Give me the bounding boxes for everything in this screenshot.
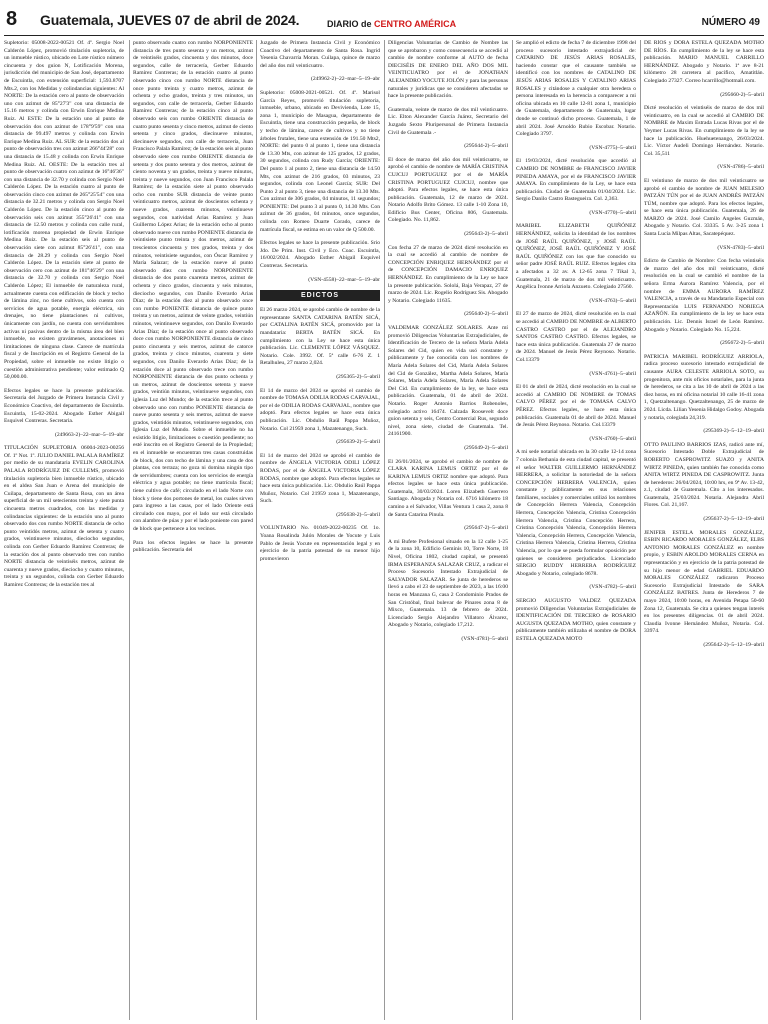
notice-reference: (VSN-4782)–5–abril	[589, 584, 636, 591]
notice-reference: (295644-2)–5–abril	[464, 143, 508, 150]
notice-reference: (295638-2)–5–abril	[336, 511, 380, 518]
notice-paragraph: Diligencias Voluntarias de Cambio de Nombre las que se aprobaron y como consecuencia se accedió al cambio de nombre conforme al AUTO de fecha DIECISÉIS DE ENERO DEL AÑO DOS MIL VEINTICUATRO por el de JONATHAN ALEJANDRO YOCUTE JOLÓN y para las personas naturales y jurídicas que se consideren afectadas se hace la presente publicación.	[388, 40, 508, 100]
notice-paragraph: Supletorio: 05008-2021-00521. Of. 4º. Marisol García Reyes, promovió titulación supletoria, inmueble, urbano, ubicado en Devivienda, Lote 15, zona 1, municipio de Masagua, departamento de Escuintla, tiene una construcción pequeña, de block y techo de lámina, carece de cultivos y no tiene árboles frutales, tiene una extensión de 191.50 Mts2, NORTE: del punto 0 al punto 1, tiene una distancia de 13.30 Mts, con azimut de 125 grados, 12 grados, 30 segundos, colinda con Rudy García; ORIENTE: Del punto 1 al punto 2, tiene una distancia de 14.50 Mts, con azimut de 216 grados, 03 minutos, 23 segundos, colinda con Leonel García; SUR: Del Punto 2 al punto 3, tiene una distancia de 13.30 Mts. Con azimut de 306 grados, 04 minutos, 11 segundos; PONIENTE: Del punto 3 al punto 0, 14.30 Mts. Con azimut de 36 grados, 04 minutos, once segundos, colinda con Romeo Duarte Corado, carece de matrícula fiscal, se estima en un valor de Q 500.00.	[260, 89, 380, 233]
notice-paragraph: Efectos legales se hace la presente publicación. Srio Jdo. De Prim. Inst. Civil y Eco. Coac. Escuintla, 16/002/2024. Abogado Esther Abigail Esquivel Contreras. Secretaria.	[260, 240, 380, 270]
notice-reference: (VSN-4770)–5–abril	[589, 209, 636, 216]
page-number: 8	[6, 8, 18, 30]
notice-paragraph: A mi Bufete Profesional situado en la 12 calle 1-25 de la zona 10, Edificio Geminis 10, Torre Norte, 18 Nivel, Oficina 1802, ciudad capital, se presentó IRMA ESPERANZA SALAZAR CRUZ, a radicar el Proceso Sucesorio Intestado Extrajudicial de SALVADOR SALAZAR. Se junta de herederos se llevó a cabo el 23 de septiembre de 2023, a las 16:00 horas en Manzana G, casa 2 Condominio Prados de San Cristóbal, final bulevar de Pinares zona 8 de Mixco, Guatemala. 13 de febrero de 2024. Licenciado Sergio Alejandro Villatoro Álvarez, Abogado y Notario, colegiado 17,212.	[388, 538, 508, 629]
notice-paragraph: JENIFER ESTELA MORALES GONZÁLEZ, ESBIN RICARDO MORALES GONZÁLEZ, ELBS ANTONIO MORALES GONZÁLEZ en nombre propio, y ESBIN AROLDO MORALES CERNA en representación y en ejercicio de la patria potestad de su hijo menor de edad GABRIEL EDUARDO MORALES GONZÁLEZ radicaron Proceso Sucesorio Extrajudicial Intestado de SARA GONZÁLEZ BATRES. Junta de Herederos 7 de mayo 2024, 10:00 horas, en Avenida Petapa 50-60 Zona 12, Guatemala. Se cita a quienes tengan interés en los presentes diligencias. 01 de abril 2024. Claudia Ivonne Hernández Muñoz, Notaria. Col. 33974.	[644, 529, 764, 635]
notice-reference: (VSN-4786)–5–abril	[717, 164, 764, 171]
notice-reference: (VSN-4781)–5–abril	[461, 635, 508, 642]
notice-reference: (249962-2)–22–mar–5–19–abr	[311, 76, 380, 83]
notice-reference: (295647-2)–5–abril	[464, 525, 508, 532]
notice-reference: (VSN-4558)–22–mar–5–19–abr	[308, 276, 380, 283]
notice-paragraph: El 19/03/2024, dicté resolución que accedió al CAMBIO DE NOMBRE de FRANCISCO JAVIER PINEDA AMAYA, por el de FRANCISCO JAVIER AMAYA. En cumplimiento de la Ley, se hace esta publicación. Ciudad de Guatemala 01/04/2024. Lic. Sergio Danilo Castro Bastegueira. Col. 2,363.	[516, 158, 636, 203]
notice-paragraph: El 26 marzo 2024, se aprobó cambio de nombre de la representante SANTA CATARINA BATÉN SICÁ, por CATALINA BATÉN SICÁ, promovido por la mandataria: BERTA BATÉN SICÁ. En cumplimiento con la Ley se hace esta única publicación. Lic. CLEMENTE LÓPEZ VÁSQUEZ. Notario. Cole. 3992. Of. 5ª calle 6-76 Z. 1 Retalhuleu, 27 marzo 2,024.	[260, 307, 380, 367]
notice-paragraph: Dicté resolución el veintiséis de marzo de dos mil veinticuatro, en la cual se accedió al CAMBIO DE NOMBRE de Maxim Estrada Lucas Rivas por el de Yeymer Lucas Rivas. En cumplimiento de la ley se hace la publicación. Huehuetenango, 26/03/2024. Lic. Víctor Audeli Domingo Hernández. Notario. Col. 35,511	[644, 105, 764, 157]
notice-paragraph: PATRICIA MARIBEL RODRÍGUEZ ARRIOLA, radica proceso sucesorio intestado extrajudicial de causante AURA CELESTE ARRIOLA SOTO, su progenitora, ante mis oficios notariales, para la junta de herederos, se cita a las 10 de abril de 2024 a las diez horas, en mi oficina notarial 10 calle 16-41 zona 1, Quetzaltenango. Quetzaltenango, 25 de marzo de 2024. Licda. Lilian Yesenia Hidalgo Godoy. Abogada y notaria, colegiada 24,319.	[644, 353, 764, 421]
column-divider	[129, 40, 130, 1020]
notice-paragraph: A mi sede notarial ubicada en la 30 calle 12-14 zona 7 colonia Bethania de esta ciudad capital, se presentó el señor WALTER GUILLERMO HERNÁNDEZ HERRERA, a solicitar la notoriedad de la señora CONCEPCIÓN HERRERA VALENCIA, quien constante y públicamente en sus relaciones familiares, sociales y comerciales utilizó los nombres de Concepción Herrera Valencia, Concepción Herrera, Concepción Valencia, Cristina Concepción Herrera Valencia, Cristina Concepción Herrera, Cristina Concepción Valencia, Concepción Herrera Valencia, Concepción Herrera, Concepción Valencia, Cristina Herrera Valencia, Cristina Herrera, Cristina Valencia, por lo que se pueda formular oposición por quienes se consideren perjudicados. Licenciado SERGIO RUDDY HERRERA RODRÍGUEZ Abogado y Notario, colegiado 8678.	[516, 449, 636, 577]
notice-paragraph: Efectos legales se hace la presente publicación. Secretaria del Juzgado de Primera Instancia Civil y Económico Coactivo, del departamento de Escuintla. Escuintla, 15-02-2024. Abogado Esther Abigail Esquivel Contreras. Secretaria.	[4, 387, 124, 425]
notice-paragraph: MARIBEL ELIZABETH QUIÑÓNEZ HERNÁNDEZ, solicita la identidad de los nombres de JOSÉ RAÚL QUIÑÓNEZ, y JOSÉ RAÚL QUIÑÓNEZ, JOSÉ RAÚL QUIÑÓNEZ Y JOSÉ RAÚL QUIÑÓNEZ con los que fue conocido su señor padre JOSÉ RAÚL RUIZ. Efectos legales cita a afectados a 32 av. A 12-65 zona 7 Tikal 3, Guatemala, 21 de marzo de dos mil veinticuatro. Angélica Ivonne Arriola Anzueto. Colegiado 27560.	[516, 223, 636, 291]
notice-paragraph: SERGIO AUGUSTO VALDEZ QUEZADA promovió Diligencias Voluntarias Extrajudiciales de IDENTIFICACIÓN DE TERCERO de ROSARIO AUGUSTA QUEZADA MOTHO, quien constante y públicamente también utilizaba el nombre de DORA ESTELA QUEZADA MOTO	[516, 598, 636, 642]
notice-reference: (VSN-4760)–5–abril	[589, 435, 636, 442]
column-divider	[512, 40, 513, 1020]
notice-reference: (295643-2)–5–abril	[464, 231, 508, 238]
notice-paragraph: VOLUNTARIO No. 01049-2022-00235 Of. 1o. Yoana Rosalinda Julón Morales de Yocute y Luis Pablo de Jesús Yocute en representación legal y en ejercicio de la patria potestad de su menor hijo promovieron	[260, 525, 380, 562]
notice-paragraph: Se amplió el edicto de fecha 7 de diciembre 1998 del proceso sucesorio intestado extrajudicial de: CATARINO DE JESÚS ARIAS ROSALES, haciendo constar que el causante también se identificó con los nombres de CATALINO DE JESÚS ARIAS ROSALES Y CATALINO ARIAS ROSALES y citándose a cualquier otra heredera o persona interesada en la herencia a comparecer a mi oficina ubicada en 10 calle 12-81 zona 1, municipio de Guatemala, departamento de Guatemala, lugar donde se continuó dicho proceso. Guatemala, 1 de abril 2024. José Arnoldo Rubio Escobar. Notario. Colegiado 3797.	[516, 40, 636, 138]
issue-number: NÚMERO 49	[701, 17, 760, 28]
notice-paragraph: El 26/01/2024, se aprobó el cambio de nombre de CLARA KARINA LEMUS ORTIZ por el de KARINA LEMUS ORTIZ nombre que adoptó. Para efectos legales se hace esta única publicación. Guatemala, 30/03/2024. Loren Elizabeth Guerrero Santiago. Abogada y Notaria col. 6716 kilómetro 18 camino a el Salvador, Villas Ventura 1 casa 2, zona 8 de Santa Catarina Pinula.	[388, 458, 508, 518]
notice-reference: (295649-2)–5–abril	[464, 444, 508, 451]
masthead-prefix: DIARIO de	[327, 19, 375, 29]
column-3	[260, 40, 380, 1020]
column-6	[644, 40, 764, 1020]
notice-reference: (VSN-4783)–5–abril	[717, 244, 764, 251]
notice-paragraph: Juzgado de Primera Instancia Civil y Económico Coactivo del departamento de Santa Rosa. Ingrid Yesenia Chavarría Moran. Cuilapa, quince de marzo del año dos mil veinticuatro.	[260, 40, 380, 69]
notice-reference: (295640-2)–5–abril	[464, 311, 508, 318]
notice-reference: (VSN-4763)–5–abril	[589, 297, 636, 304]
columns-area	[4, 40, 764, 1020]
notice-paragraph: VALDEMAR GONZÁLEZ SOLARES. Ante mí promovió Diligencias Voluntarias Extrajudiciales, de Identificación de Tercero de la señora María Adela Solares del Cid, quien en vida usó constante y públicamente y fue conocida con los nombres de María Adela Solares del Cid, María Adela Solares del Cid de González, Martha Adela Solares, María Solares, María Adela Solares, María Adela Solares Del Cid. En cumplimiento de la ley, se hace esta publicación. Guatemala, 01 de abril de 2024. Notario. Roger Antonio Barrios Robenoles, colegiado activo 16474. Calzada Roosevelt doce guion setenta y seis, Centro Comercial Rus, segundo nivel, zona siete, ciudad de Guatemala. Tel. 24161900.	[388, 325, 508, 438]
notice-paragraph: El 14 de marzo del 2024 se aprobó el cambio de nombre de ÁNGELA VICTORIA ODILI LÓPEZ RODAS, por el de ÁNGELA VICTORIA LÓPEZ RODAS, nombre que adoptó. Para efectos legales se hace esta única publicación. Lic. Obdulio Raúl Pappa Muñoz, Notario. Col 21959 zona 1, Mazatenango, Such.	[260, 452, 380, 505]
notice-paragraph: El 01 de abril de 2024, dicté resolución en la cual se accedió al CAMBIO DE NOMBRE de TOMAS CALVO PÉREZ por el de TOMASA CALVO PÉREZ. Efectos legales, se hace esta única publicación. Guatemala 01 de abril de 2024. Manuel de Jesús Pérez Reynoso. Notario. Col.13379	[516, 384, 636, 429]
column-divider	[640, 40, 641, 1020]
header-date: Guatemala, JUEVES 07 de abril de 2024.	[40, 12, 300, 28]
notice-reference: (295660-2)–5–abril	[720, 91, 764, 98]
header-rule	[4, 35, 764, 36]
notice-reference: (295642-2)–5–12–19–abril	[703, 641, 764, 648]
notice-reference: (VSN-4761)–5–abril	[589, 370, 636, 377]
column-divider	[256, 40, 257, 1020]
notice-paragraph: El 27 de marzo de 2024, dicté resolución en la cual se accedió al CAMBIO DE NOMBRE de ALBERTO CASTRO CASTRO por el de ALEJANDRO SANTOS CASTRO CASTRO. Efectos legales, se hace esta única publicación. Guatemala 27 de marzo de 2024. Manuel de Jesús Pérez Reynoso. Notario. Col.13379	[516, 311, 636, 363]
notice-reference: (VSN-4775)–5–abril	[589, 144, 636, 151]
notice-paragraph: Guatemala, veinte de marzo de dos mil veinticuatro. Lic. Elton Alexander García Juárez, Secretario del Juzgado Sexto Pluripersonal de Primera Instancia Civil de Guatemala .-	[388, 106, 508, 136]
notice-reference: (249663-2)–22–mar–5–19–abr	[55, 431, 124, 438]
notice-paragraph: DE RÍOS y DORA ESTELA QUEZADA MOTHO DE RÍOS. En cumplimiento de la ley se hace esta publicación. MARIO MANUEL CARRILLO HERNÁNDEZ. Abogado y Notario. 1ª ave 8-21 kilómetro 28 carretera al pacífico, Amatitlán. Colegiado 27327. Correo hcarrillo@hotmail.com.	[644, 40, 764, 84]
column-2	[133, 40, 253, 1020]
notice-paragraph: Con fecha 27 de marzo de 2024 dicté resolución en la cual se accedió al cambio de nombre de CONCEPCIÓN ENRIQUEZ HERNÁNDEZ por el de CONCEPCIÓN DAMACIO ENRIQUEZ HERNÁNDEZ. En cumplimiento de la Ley se hace la presente publicación. Sololá, Baja Verapaz, 27 de marzo de 2024. Lic. Rogelio Rodríguez Sis. Abogado y Notario. Colegiado 11635.	[388, 244, 508, 304]
notice-reference: (295365-2)–5–abril	[336, 373, 380, 380]
notice-reference: (295637-2)–5–12–19–abril	[703, 516, 764, 523]
notice-reference: (295672-2)–5–abril	[720, 340, 764, 347]
notice-reference: (295369-2)–5–12–19–abril	[703, 428, 764, 435]
notice-paragraph: Para los efectos legales se hace la presente publicación. Secretaria del	[133, 539, 253, 554]
section-label-edictos: EDICTOS	[260, 290, 380, 301]
masthead	[327, 19, 456, 29]
notice-paragraph: El 14 de marzo del 2024 se aprobó el cambio de nombre de TOMASA ODILIA RODAS CARVAJAL, por el de ODILIA RODAS CARVAJAL, nombre que adoptó. Para efectos legales se hace esta única publicación. Lic. Obdulio Raúl Pappa Muñoz, Notario. Col 21959 zona 1, Mazatenango, Such.	[260, 387, 380, 432]
notice-paragraph: Supletorio: 05008-2022-00521 Of. 4º. Sergio Noel Calderón López, promovió titulación supletoria, de un inmueble rústico, ubicado en Lote rústico número cincuenta y dos guion N, Lotificación Morena, jurisdicción del municipio de San José, departamento de Escuintla, con extensión superficial: 1,593.8707 Mts.2, con los Medidas y colindancias siguientes: Al NORTE: De la estación cero al punto de observación uno con azimut de 85°27'3" con una distancia de 15.16 metros y colinda con Erwin Enrique Medina Ruiz. Al ESTE: De la estación uno al punto de observación dos con azimut de 178°9'59" con una distancia de 99.497 metros y colinda con Erwin Enrique Medina Ruiz. AL SUR: de la estación dos al punto de observación tres con azimut 266°44'28" con una distancia de 15.48 y colinda con Erwin Enrique Medina Ruiz. AL OESTE: De la estación tres al punto de observación cuatro con azimut de 16°46'36" con una distancia de 32.70 y colinda con Sergio Noel Calderón López. De la estación cuatro al punto de observación cinco con azimut de 265°25'54" con una distancia de 32.21 metros y colinda con Sergio Noel Calderón López. De la estación cinco al punto de observación seis con azimut 355°26'41" con una distancia de 12.50 metros y colinda con calle rural, lotificación morena propiedad de Erwin Enrique Medina Ruiz. De la estación seis al punto de observación siete con azimut 85°26'41", con una distancia de 28.29 y colinda con Sergio Noel Calderón López. De la estación siete al punto de observación cero con azimut de 181°46'29" con una distancia de 32.70 y colinda con Sergio Noel Calderón López; El inmueble de naturaleza rural, actualmente cuenta con edificación de block y techo de lámina zinc, no tiene cultivos, solo cuenta con servicios de agua potable, energía eléctrica, sin drenajes, no tiene plantaciones ni cultivos, únicamente con jardín, no cuenta con servidumbres activas ni pasivas dentro de la misma área del bien inmueble, no existen gravámenes, anotaciones ni limitaciones de ninguna clase. Carece de matrícula fiscal y de Inscripción en el Registro General de la Propiedad, sobre el inmueble no existe litigio o cuestión administrativa pendiente; valor estimado Q 50,000.00.	[4, 40, 124, 381]
notice-paragraph: OTTO PAULINO BARRIOS IZAS, radicó ante mí, Sucesorio Intestado Doble Extrajudicial de ROBERTO CASPROWITZ SUAZO y ANITA WIRTZ PINEDA, quien también fue conocida como ANITA WIRTZ PINEDA DE CASPROWITZ. Junta de herederos: 26/04/2024, 10:00 hrs, en 9ª Av. 13-42, z.1, ciudad de Guatemala. Cito a los interesados. Guatemala, 25/03/2024. Notaria. Alejandra Abril Flores. Col. 21,167.	[644, 441, 764, 509]
notice-paragraph: Edicto de Cambio de Nombre: Con fecha veintiséis de marzo del año dos mil veinticuatro, dicté resolución en la cual se cambió el nombre de la señora Erma Aurora Ramírez Valencia, por el nombre de EMMA AURORA RAMÍREZ VALENCIA, a través de su Mandatario Especial con Representación LUIS FERNANDO NORIEGA AZAÑÓN. En cumplimiento de la ley se hace esta publicación. Lic. Dennis Israel de León Ramírez. Abogado y Notario. Colegiado No. 15,224.	[644, 258, 764, 333]
masthead-colored: CENTRO AMÉRICA	[374, 19, 457, 29]
notice-reference: (295639-2)–5–abril	[336, 439, 380, 446]
notice-paragraph: El doce de marzo del año dos mil veinticuatro, se aprobó el cambio de nombre de MARÍA CRISTINA CUJCUJ PORTUGUEZ por el de MARÍA CRISTINA PORTUGUEZ CUJCUJ, nombre que adoptó. Para efectos legales, se hace esta única publicación. Guatemala, 12 de marzo de 2024. Notario Adolfo Brito Gómez. 13 calle 1-10 Zona 10, Edificio Bus Center, Oficina 806, Guatemala. Colegiado. No. 11,862.	[388, 156, 508, 224]
column-divider	[384, 40, 385, 1020]
column-1	[4, 40, 124, 1020]
column-5	[516, 40, 636, 1020]
notice-paragraph: punto observado cuatro con rumbo NORPONIENTE distancia de tres punto sesenta y un metros, azimut de veintiséis grados, cincuenta y dos minutos, doce segundos, calle de terracería, Gerber Eduardo Ramírez Contreras; de la estación cuatro al punto observado cinco con rumbo NORTE distancia de once punto treinta y cuatro metros, azimut de ochenta y ocho grados, treinta y tres minutos, un segundos, con calle de terracería, Gerber Eduardo Ramírez Contreras; de la estación cinco al punto observado seis con rumbo ORIENTE distancia de cuatro punto sesenta y cinco metros, azimut de ciento setenta y cinco grados, diecinueve minutos, diecinueve segundos, con calle de terracería, Juan Francisco Palala Ramírez; de la estación seis al punto observado siete con rumbo ORIENTE distancia de setenta y dos punto setenta y dos metros, azimut de ciento noventa y un grados, treinta y nueve minutos, treinta y nueve segundos, con Juan Francisco Palala Ramírez; de la estación siete al punto observado ocho con rumbo SUR distancia de veinte punto veinticuatro metros, azimut de doscientos ochenta y nueve grados, cuarenta minutos, veintinueve segundos, con natividad Arias Ramírez y Juan Guillermo López Arias; de la estación ocho al punto observado nueve con rumbo PONIENTE distancia de veintisiete punto treinta y dos metros, azimut de trescientos cincuenta y tres grados, treinta y dos minutos, veintisiete segundos, con Óscar Ramírez y María Salazar; de la estación nueve al punto observado diez con rumbo NORPONIENTE distancia de dos punto cuarenta metros, azimut de ochenta y cinco grados, cincuenta y seis minutos, dieciocho segundos, con Danilo Everardo Arias Díaz; de la estación diez al punto observado once con rumbo PONIENTE distancia de quince punto treinta y un metros, azimut de veinte grados, veintiún minutos, veintinueve segundos, con Danilo Everardo Arias Díaz; de la estación once al punto observado doce con rumbo NORPONIENTE distancia de cinco punto cincuenta y seis metros, azimut de catorce grados, treinta y cinco minutos, cuarenta y siete segundos, con Danilo Everardo Arias Díaz; de la estación doce al punto observado trece con rumbo NORPONIENTE distancia de dos punto ochenta y un metros, azimut de doscientos setenta y nueve grados, veintiún minutos, veintinueve segundos, con iglesia Luz del Mundo; de la estación trece al punto observado uno con rumbo PONIENTE distancia de nueve punto sesenta y seis metros, azimut de nueve grados, veintidós minutos, veintinueve segundos, con Iglesia Luz del Mundo. Sobre el inmueble no ha existido litigio, limitaciones o cuestión pendiente; no esté inscrito en el Registro General de la Propiedad; en el inmueble se encuentran tres casas construidas de block, dos con techo de lámina y una casa de dos plantas, con terraza; no goza ni domina ningún tipo de servidumbres; cuenta con los servicios de energía eléctrica y agua potable; no tiene matrícula fiscal; tiene cultivo de café; circulado en el lado Norte con block y tiene dos portones de metal, los cuales sirven para ingreso a las casas, por el lado Oriente está circulado con mayo, por el lado sur está circulado con alambre de púas y por el lado poniente con pared de block que pertenece a los vecinos.	[133, 40, 253, 532]
notice-paragraph: El veintiuno de marzo de dos mil veinticuatro se aprobó el cambio de nombre de JUAN MELESIO PATZÁN TÚN por el de JUAN ANDRÉS PATZÁN TÚM, nombre que adoptó. Para los efectos legales, se hace esta única publicación. Guatemala, 26 de MARZO de 2024. José Camilo Angeles Guzmán, Abogado y Notario. Col. 33335. 5 Av. 3-25 zona 1 Santa Lucía Milpas Altas, Sacatepéquez.	[644, 177, 764, 238]
notice-paragraph: TITULACIÓN SUPLETORIA 06004-2023-00256 Of. 1º Not. 1º. JULIO DANIEL PALALA RAMÍREZ por medio de su mandataria EVELIN CAROLINA PALALA RODRÍGUEZ DE CULLEMS, promovió titulación supletoria bien inmueble rústico, ubicado en el aldea San Juan e Arena del municipio de Cuilapa, departamento de Santa Rosa, con un área superficial de un mil setecientos treinta y siete punta cincuenta metros cuadrados, con las medidas y colindancias siguientes: de la estación uno al punto observado dos con rumbo NORTE distancia de ocho punto veintidós metros, azimut de setenta y cuatro grados, veintinueve minutos, dieciocho segundos, colinda con Gerber Eduardo Ramírez Contreras; de la estación dos al punto observado tres con rumbo NORTE distancia de veintiséis metros, azimut de cuarenta y nueve grados, dieciocho y cuatro minutos, treinta y un segundos, colinda con Gerber Eduardo Ramírez Contreras; de la estación tres al	[4, 445, 124, 588]
column-4	[388, 40, 508, 1020]
